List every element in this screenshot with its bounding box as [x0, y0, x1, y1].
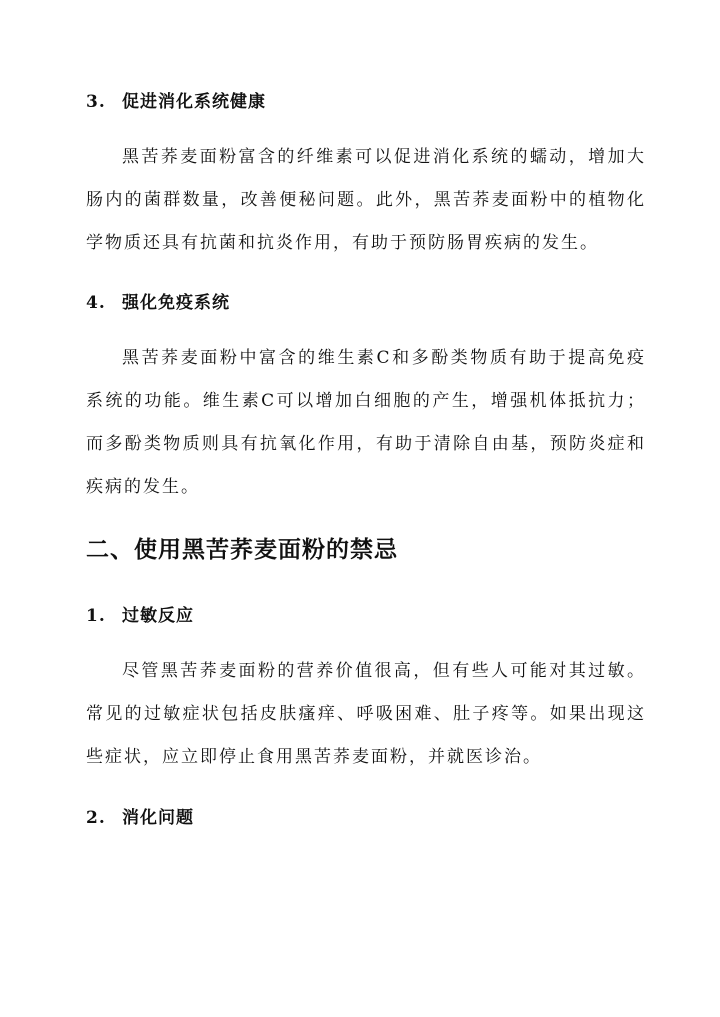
paragraph-immune-system: 黑苦荞麦面粉中富含的维生素C和多酚类物质有助于提高免疫系统的功能。维生素C可以增加白细胞的产生，增强机体抵抗力；而多酚类物质则具有抗氧化作用，有助于清除自由基，预防炎症和疾病的发生。	[86, 348, 646, 497]
section-number: 2.	[86, 808, 106, 828]
part-heading-contraindications: 二、使用黑苦荞麦面粉的禁忌	[86, 536, 398, 563]
section-title: 消化问题	[122, 808, 194, 828]
section-heading-allergy	[86, 606, 646, 626]
section-title: 过敏反应	[122, 606, 194, 626]
paragraph-digestive-health: 黑苦荞麦面粉富含的纤维素可以促进消化系统的蠕动，增加大肠内的菌群数量，改善便秘问题。此外，黑苦荞麦面粉中的植物化学物质还具有抗菌和抗炎作用，有助于预防肠胃疾病的发生。	[86, 147, 646, 253]
paragraph-allergy: 尽管黑苦荞麦面粉的营养价值很高，但有些人可能对其过敏。常见的过敏症状包括皮肤瘙痒、呼吸困难、肚子疼等。如果出现这些症状，应立即停止食用黑苦荞麦面粉，并就医诊治。	[86, 661, 646, 767]
section-title: 促进消化系统健康	[122, 92, 266, 112]
section-heading-immune-system	[86, 293, 646, 313]
section-title: 强化免疫系统	[122, 293, 230, 313]
section-number: 1.	[86, 606, 106, 626]
section-number: 4.	[86, 293, 106, 313]
section-heading-digestive-problems	[86, 808, 646, 828]
section-heading-digestive-health	[86, 92, 646, 112]
section-number: 3.	[86, 92, 106, 112]
